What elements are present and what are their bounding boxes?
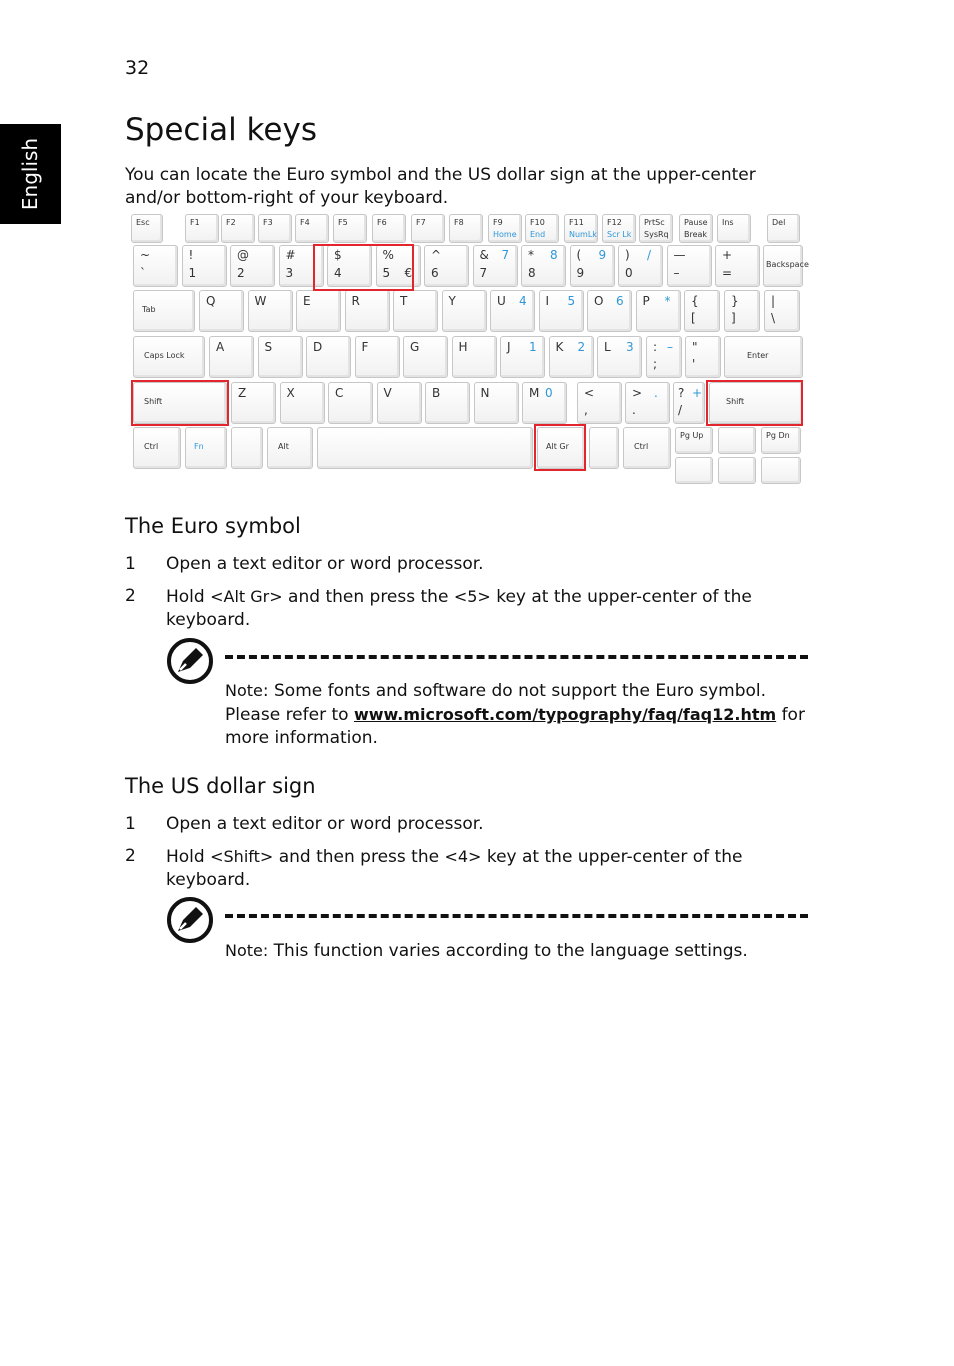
key-7: [411, 214, 445, 243]
key-label: @: [237, 248, 249, 262]
letter-key-S: [258, 336, 303, 378]
key-label: F2: [226, 218, 236, 227]
key-label: {: [691, 294, 699, 308]
period-key: [625, 382, 670, 424]
letter-key-Z: [231, 382, 276, 424]
key-label: Tab: [142, 305, 156, 314]
step-text-part: and then press the: [282, 587, 454, 607]
number-key-9: [570, 245, 615, 287]
up-arrow-key: [718, 427, 756, 454]
letter-key-B: [425, 382, 470, 424]
dollar-note: [225, 939, 805, 963]
letter-key-A: [209, 336, 254, 378]
key-label: 5: [567, 294, 576, 308]
number-key-2: [230, 245, 275, 287]
euro-note: [225, 679, 805, 750]
keyboard-diagram: [131, 213, 809, 487]
step-text-part: key at the upper-center of the keyboard.: [166, 847, 743, 890]
key-label: F1: [190, 218, 200, 227]
key-label: [: [691, 311, 696, 325]
key-label: Shift: [726, 397, 745, 406]
letter-key-R: [345, 290, 390, 332]
key-label: <: [584, 386, 595, 400]
key-label: #: [285, 248, 296, 262]
letter-key-U: [490, 290, 535, 332]
key-label: ,: [584, 403, 588, 417]
key-label: I: [545, 294, 550, 308]
key-label: /: [678, 403, 683, 417]
space-key: [317, 427, 533, 469]
note-text: This function varies according to the language settings.: [268, 941, 748, 961]
key-label: %: [382, 248, 394, 262]
page-down-key: [761, 427, 801, 454]
key-label: ): [625, 248, 630, 262]
key-13: [639, 214, 673, 243]
key-label: W: [254, 294, 267, 308]
key-label: Alt Gr: [546, 442, 569, 451]
key-label: O: [594, 294, 604, 308]
key-11: [564, 214, 598, 243]
highlight-currency-keys: [313, 244, 414, 291]
key-label: G: [410, 340, 420, 354]
key-label: SysRq: [644, 230, 669, 239]
intro-paragraph: You can locate the Euro symbol and the US dollar sign at the upper-center and/or bottom-right of your keyboard.: [125, 165, 756, 208]
step-text: Open a text editor or word processor.: [166, 814, 484, 834]
key-label: }: [731, 294, 739, 308]
dollar-heading: The US dollar sign: [125, 774, 316, 798]
key-label: 8: [550, 248, 558, 262]
key-label: 2: [237, 266, 245, 280]
key-label: .: [654, 386, 658, 400]
alt-key: [267, 427, 313, 469]
key-label: F6: [377, 218, 387, 227]
key-label: U: [497, 294, 506, 308]
key-label: 0: [545, 386, 553, 400]
key-label: Pause: [684, 218, 708, 227]
letter-key-L: [597, 336, 642, 378]
left-ctrl-key: [133, 427, 181, 469]
key-label: F: [361, 340, 369, 354]
note-icon: [166, 896, 214, 944]
key-label: ]: [731, 311, 736, 325]
key-label: Enter: [747, 351, 769, 360]
step-text: Open a text editor or word processor.: [166, 554, 484, 574]
tab-key: [133, 290, 195, 332]
key-label: S: [264, 340, 273, 354]
key-label: >: [632, 386, 643, 400]
key-label: Backspace: [766, 260, 809, 269]
key-label: 1: [188, 266, 197, 280]
key-label: Shift: [144, 397, 163, 406]
letter-key-Q: [199, 290, 244, 332]
letter-key-E: [296, 290, 341, 332]
letter-key-X: [280, 382, 325, 424]
key-label: /: [647, 248, 652, 262]
step-text: [166, 585, 806, 632]
right-ctrl-key: [623, 427, 671, 469]
key-16: [767, 214, 800, 243]
note-label: Note:: [225, 941, 269, 960]
key-label: –: [667, 340, 673, 354]
key-label: =: [722, 266, 733, 280]
key-label: F8: [454, 218, 464, 227]
number-key-11: [667, 245, 712, 287]
key-1: [185, 214, 219, 243]
key-label: PrtSc: [644, 218, 665, 227]
language-side-tab: [0, 124, 61, 224]
key-4: [295, 214, 329, 243]
key-label: NumLk: [569, 230, 597, 239]
key-label: F3: [263, 218, 273, 227]
key-9: [488, 214, 522, 243]
number-key-8: [521, 245, 566, 287]
step-text-part: Hold: [166, 847, 211, 867]
key-label: Break: [684, 230, 708, 239]
side-tab-label: English: [18, 137, 43, 211]
note-divider: [225, 655, 808, 659]
key-label: H: [458, 340, 468, 354]
key-label: 5: [382, 266, 391, 280]
euro-heading: The Euro symbol: [125, 514, 301, 538]
key-label: A: [216, 340, 225, 354]
note-icon: [166, 637, 214, 685]
number-key-6: [424, 245, 469, 287]
key-label: 0: [625, 266, 633, 280]
key-label: Ctrl: [634, 442, 649, 451]
quote-key: [685, 336, 721, 378]
key-3: [258, 214, 292, 243]
key-label: +: [692, 386, 703, 400]
key-label: *: [664, 294, 671, 308]
letter-key-M: [522, 382, 567, 424]
key-label: ?: [678, 386, 685, 400]
key-label: *: [528, 248, 534, 262]
key-2: [221, 214, 255, 243]
letter-key-C: [328, 382, 373, 424]
letter-key-Y: [442, 290, 487, 332]
letter-key-F: [355, 336, 400, 378]
key-label: P: [642, 294, 650, 308]
key-label: 8: [528, 266, 536, 280]
enter-key: [724, 336, 803, 378]
backspace-key: [763, 245, 809, 287]
key-label: `: [140, 266, 146, 280]
note-divider: [225, 914, 808, 918]
letter-key-N: [474, 382, 519, 424]
comma-key: [577, 382, 622, 424]
key-label: M: [529, 386, 540, 400]
number-key-10: [618, 245, 663, 287]
page-title: Special keys: [125, 112, 317, 148]
windows-key: [231, 427, 263, 469]
fn-key: [185, 427, 227, 469]
number-key-0: [133, 245, 178, 287]
letter-key-T: [393, 290, 438, 332]
key-5: <5>: [453, 587, 491, 606]
number-key-7: [473, 245, 518, 287]
key-label: Caps Lock: [144, 351, 185, 360]
step-text-part: key at the upper-center of the keyboard.: [166, 587, 752, 630]
highlight-left-shift: [131, 380, 229, 426]
step-number: 1: [125, 814, 136, 834]
key-label: +: [722, 248, 733, 262]
key-label: B: [432, 386, 441, 400]
key-label: N: [480, 386, 490, 400]
key-label: (: [576, 248, 582, 262]
key-label: L: [604, 340, 611, 354]
key-15: [717, 214, 751, 243]
key-label: 9: [576, 266, 585, 280]
key-label: ": [692, 340, 698, 354]
key-label: –: [673, 266, 680, 280]
key-label: F12: [607, 218, 622, 227]
slash-key: [673, 382, 705, 424]
number-key-12: [715, 245, 760, 287]
key-label: Esc: [136, 218, 150, 227]
key-label: X: [286, 386, 295, 400]
key-label: €: [404, 266, 413, 280]
letter-key-O: [587, 290, 632, 332]
letter-key-P: [636, 290, 681, 332]
key-label: Fn: [194, 442, 204, 451]
key-label: J: [507, 340, 511, 354]
step-text-part: Hold: [166, 587, 211, 607]
key-label: T: [400, 294, 408, 308]
key-4: <4>: [444, 847, 482, 866]
key-label: 1: [529, 340, 537, 354]
key-label: E: [303, 294, 311, 308]
page-up-key: [675, 427, 713, 454]
key-shift: <Shift>: [210, 847, 274, 866]
key-label: Alt: [278, 442, 289, 451]
key-label: F7: [416, 218, 426, 227]
key-label: Pg Up: [680, 431, 704, 440]
highlight-alt-gr: [534, 424, 586, 471]
key-0: [131, 214, 163, 243]
step-number: 2: [125, 846, 136, 866]
key-label: ~: [140, 248, 151, 262]
key-label: Z: [238, 386, 247, 400]
bracket-key-2: [764, 290, 800, 332]
step-number: 1: [125, 554, 136, 574]
key-label: End: [530, 230, 546, 239]
bracket-key-1: [724, 290, 760, 332]
key-label: &: [479, 248, 489, 262]
letter-key-V: [377, 382, 422, 424]
key-label: R: [351, 294, 360, 308]
key-6: [372, 214, 406, 243]
key-label: Home: [493, 230, 517, 239]
letter-key-K: [549, 336, 594, 378]
key-label: Scr Lk: [607, 230, 632, 239]
bracket-key-0: [684, 290, 720, 332]
key-5: [333, 214, 367, 243]
step-text: [166, 845, 806, 892]
key-label: Del: [772, 218, 786, 227]
step-number: 2: [125, 586, 136, 606]
key-label: Ctrl: [144, 442, 159, 451]
number-key-1: [182, 245, 227, 287]
key-label: C: [335, 386, 344, 400]
right-arrow-key: [761, 457, 801, 484]
key-label: ': [692, 357, 696, 371]
down-arrow-key: [718, 457, 756, 484]
letter-key-H: [452, 336, 497, 378]
key-label: :: [653, 340, 658, 354]
key-label: 2: [577, 340, 586, 354]
key-label: F11: [569, 218, 584, 227]
key-label: |: [771, 294, 776, 308]
key-12: [602, 214, 636, 243]
highlight-right-shift: [706, 380, 803, 426]
key-label: 7: [501, 248, 510, 262]
key-alt-gr: <Alt Gr>: [210, 587, 283, 606]
key-label: 9: [598, 248, 607, 262]
note-label: Note: [225, 681, 263, 700]
semicolon-key: [646, 336, 682, 378]
key-label: Q: [206, 294, 216, 308]
letter-key-D: [306, 336, 351, 378]
key-label: K: [555, 340, 564, 354]
key-10: [525, 214, 559, 243]
key-label: 3: [285, 266, 294, 280]
key-label: Ins: [722, 218, 734, 227]
key-label: F10: [530, 218, 545, 227]
key-label: Pg Dn: [766, 431, 790, 440]
key-label: V: [383, 386, 392, 400]
key-label: ;: [653, 357, 658, 371]
key-label: $: [334, 248, 342, 262]
step-text-part: and then press the: [273, 847, 445, 867]
key-label: F5: [338, 218, 348, 227]
left-arrow-key: [675, 457, 713, 484]
key-label: F4: [300, 218, 310, 227]
letter-key-G: [403, 336, 448, 378]
key-14: [679, 214, 713, 243]
microsoft-faq-link[interactable]: www.microsoft.com/typography/faq/faq12.htm: [353, 705, 777, 724]
key-label: F9: [493, 218, 503, 227]
page-number: 32: [125, 57, 150, 79]
key-label: 4: [519, 294, 527, 308]
key-label: 6: [431, 266, 439, 280]
note-text: for more information.: [225, 705, 805, 748]
key-label: Y: [448, 294, 456, 308]
key-label: .: [632, 403, 636, 417]
key-label: 3: [626, 340, 634, 354]
menu-key: [589, 427, 619, 469]
key-label: —: [673, 248, 686, 262]
key-label: D: [313, 340, 323, 354]
letter-key-I: [539, 290, 584, 332]
caps-lock-key: [133, 336, 205, 378]
note-text: : Some fonts and software do not support the Euro symbol. Please refer to: [225, 681, 767, 725]
key-label: ^: [431, 248, 442, 262]
key-label: !: [188, 248, 194, 262]
key-8: [449, 214, 483, 243]
letter-key-J: [500, 336, 545, 378]
key-label: 4: [334, 266, 342, 280]
key-label: \: [771, 311, 776, 325]
key-label: 7: [479, 266, 488, 280]
letter-key-W: [248, 290, 293, 332]
key-label: 6: [616, 294, 624, 308]
